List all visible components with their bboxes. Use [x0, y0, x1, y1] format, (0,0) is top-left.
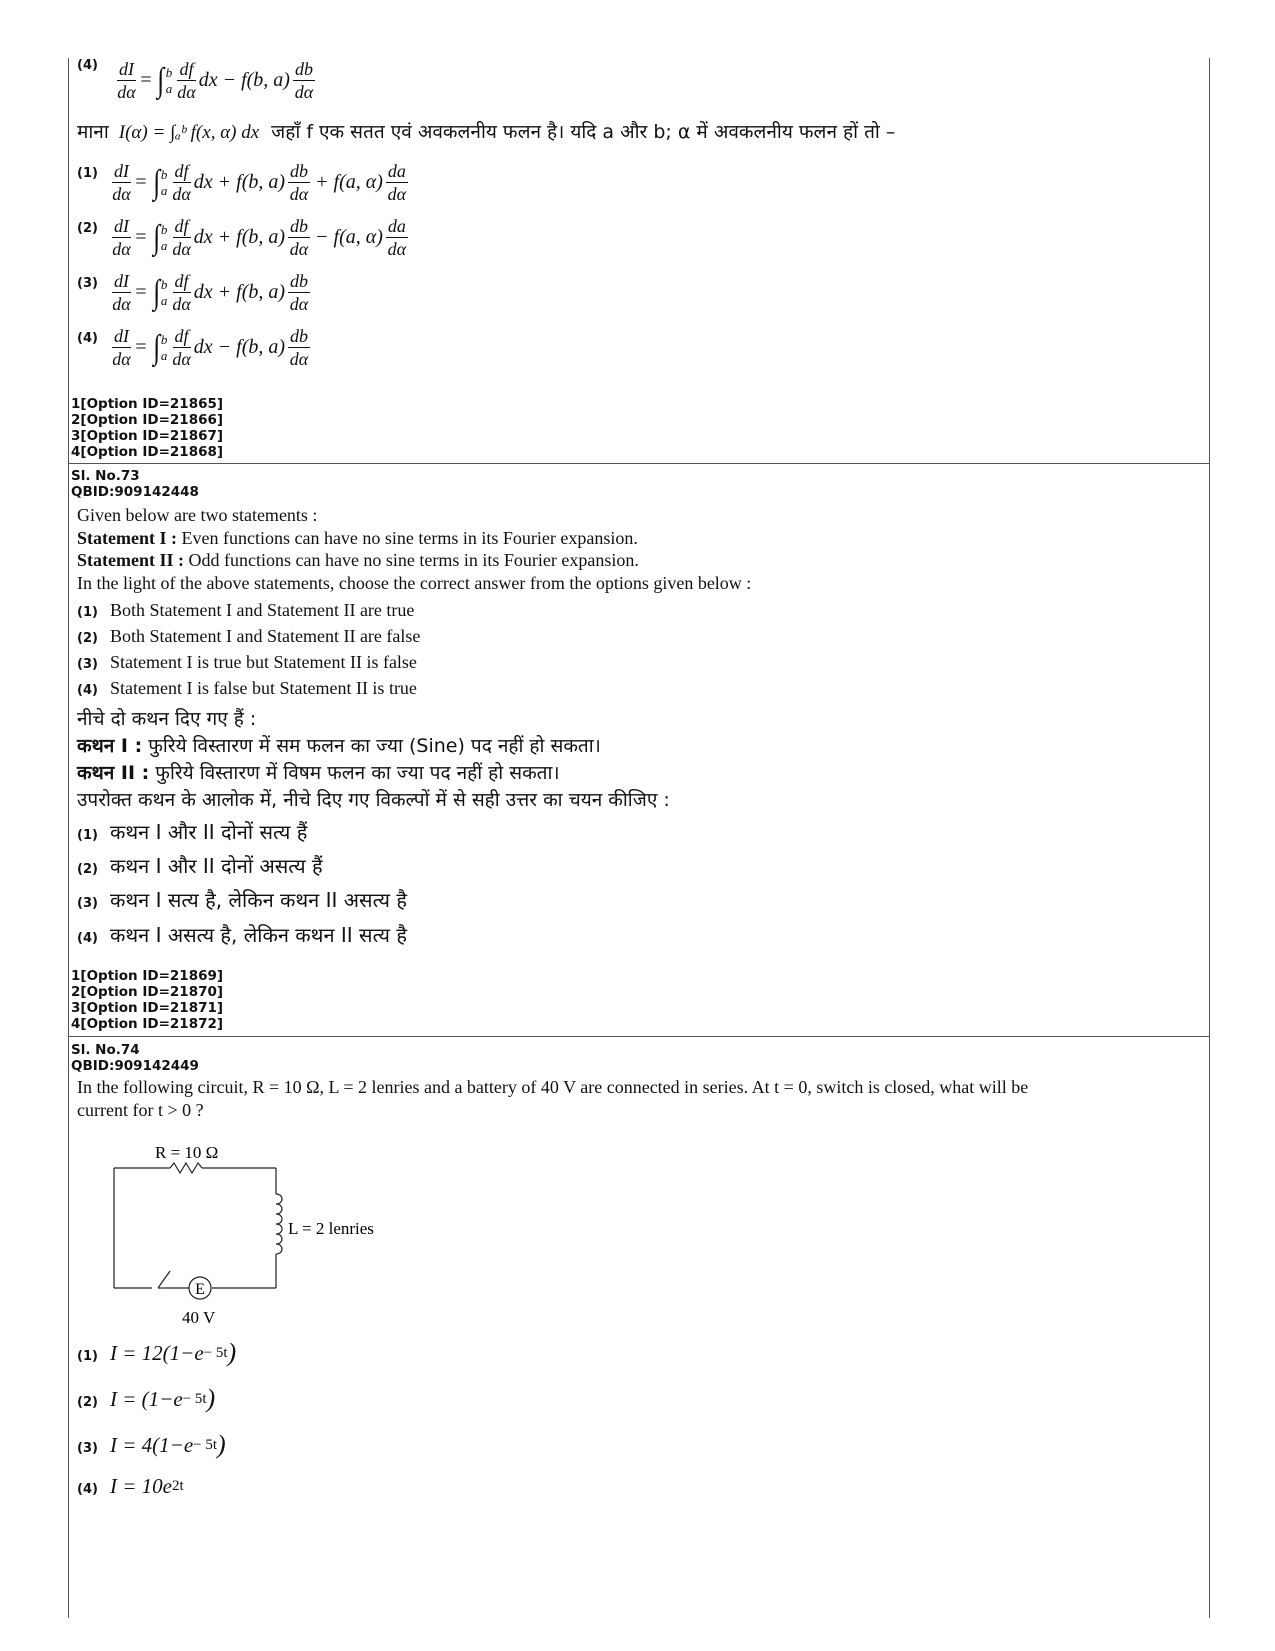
option-label: (3)	[77, 275, 98, 291]
option-label: (1)	[77, 165, 98, 181]
option-text: Statement I is false but Statement II is true	[110, 678, 417, 698]
option-label: (4)	[77, 931, 98, 946]
source-symbol-label: E	[195, 1281, 205, 1298]
q73-option-en	[77, 652, 417, 673]
resistor-symbol	[170, 1163, 202, 1173]
option-label: (1)	[77, 1348, 98, 1364]
option-label: (1)	[77, 828, 98, 843]
option-label: (2)	[77, 1394, 98, 1410]
integral-option: (4) $\frac{dI}{d\alpha}$ = ∫ b a $\frac{df}{d\alpha}$ dx − f(b, a) $\frac{db}{d\alpha}$	[77, 326, 309, 369]
option-text: कथन I सत्य है, लेकिन कथन II असत्य है	[110, 888, 407, 912]
integral-option: (1) $\frac{dI}{d\alpha}$ = ∫ b a $\frac{df}{d\alpha}$ dx + f(b, a) $\frac{db}{d\alpha}$ + f(a, α) $\frac{da}{d\alpha}$	[77, 161, 407, 204]
q74-option: (3) I = 4(1−e − 5t )	[77, 1430, 226, 1459]
q74-stem: In the following circuit, R = 10 Ω, L = 2 lenries and a battery of 40 V are connected in series. At t = 0, switch is closed, what will be current for t > 0 ?	[77, 1077, 1029, 1120]
option-text: कथन I और II दोनों असत्य हैं	[110, 854, 323, 878]
hindi-question-stem: माना I(α) = ∫ₐᵇ f(x, α) dx जहाँ f एक सतत एवं अवकलनीय फलन है। यदि a और b; α में अवकलनीय फलन हों तो –	[77, 121, 896, 143]
option-text: Both Statement I and Statement II are false	[110, 626, 421, 646]
q73-option-en	[77, 626, 420, 647]
divider-q73	[68, 463, 1209, 464]
q74-qbid: QBID:909142449	[71, 1058, 199, 1074]
option-label: (2)	[77, 631, 98, 646]
prev-option-4: $^{(4)}$ $\frac{dI}{d\alpha}$ = ∫ b a $\frac{df}{d\alpha}$ dx − f(b, a) $\frac{db}{d\alpha}$	[77, 58, 314, 102]
inductor-label: L = 2 lenries	[288, 1219, 374, 1238]
q74-option: (4) I = 10e 2t	[77, 1474, 184, 1498]
option-text: कथन I असत्य है, लेकिन कथन II सत्य है	[110, 923, 407, 947]
q73-header	[71, 468, 199, 500]
option-label: (4)	[77, 1482, 98, 1497]
q73-qbid: QBID:909142448	[71, 484, 199, 500]
resistor-label: R = 10 Ω	[155, 1143, 219, 1162]
switch-symbol	[158, 1271, 170, 1288]
q74-option: (2) I = (1−e − 5t )	[77, 1384, 216, 1413]
q73-option-hi	[77, 886, 407, 913]
option-text: Statement I is true but Statement II is false	[110, 652, 417, 672]
option-label: (3)	[77, 1440, 98, 1456]
q73-stem-en: Given below are two statements : Statement I : Even functions can have no sine terms in its Fourier expansion. Statement II : Odd functions can have no sine terms in its Fourier expansion. In the light of the above statements, choose the correct answer from the options given below :	[77, 505, 752, 593]
q73-option-en	[77, 678, 417, 699]
option-label: (3)	[77, 896, 98, 911]
q73-stem-hi: नीचे दो कथन दिए गए हैं : कथन I : फुरिये विस्तारण में सम फलन का ज्या (Sine) पद नहीं हो सकता। कथन II : फुरिये विस्तारण में विषम फलन का ज्या पद नहीं हो सकता। उपरोक्त कथन के आलोक में, नीचे दिए गए विकल्पों में से सही उत्तर का चयन कीजिए :	[77, 708, 670, 811]
option-label: (2)	[77, 862, 98, 877]
q73-option-hi	[77, 852, 323, 879]
q73-option-hi	[77, 921, 407, 948]
rl-circuit-diagram	[100, 1138, 420, 1338]
option-label: (3)	[77, 657, 98, 672]
q74-header	[71, 1042, 199, 1074]
source-value-label: 40 V	[182, 1308, 216, 1327]
q73-sl-no: Sl. No.73	[71, 468, 140, 484]
divider-q74	[68, 1036, 1209, 1037]
q73-option-hi	[77, 818, 307, 845]
option-text: कथन I और II दोनों सत्य हैं	[110, 820, 308, 844]
inductor-symbol	[276, 1194, 282, 1254]
q74-option: (1) I = 12(1−e − 5t )	[77, 1338, 237, 1367]
q74-sl-no: Sl. No.74	[71, 1042, 140, 1058]
option-label: (2)	[77, 220, 98, 236]
option-label: (4)	[77, 683, 98, 698]
option-label: (4)	[77, 330, 98, 346]
q73-option-en	[77, 600, 414, 621]
integral-option: (2) $\frac{dI}{d\alpha}$ = ∫ b a $\frac{df}{d\alpha}$ dx + f(b, a) $\frac{db}{d\alpha}$ − f(a, α) $\frac{da}{d\alpha}$	[77, 216, 407, 259]
integral-option: (3) $\frac{dI}{d\alpha}$ = ∫ b a $\frac{df}{d\alpha}$ dx + f(b, a) $\frac{db}{d\alpha}$	[77, 271, 309, 314]
option-text: Both Statement I and Statement II are true	[110, 600, 415, 620]
option-ids-q73: 1[Option ID=21869] 2[Option ID=21870] 3[Option ID=21871] 4[Option ID=21872]	[71, 968, 224, 1032]
option-ids-q72: 1[Option ID=21865] 2[Option ID=21866] 3[Option ID=21867] 4[Option ID=21868]	[71, 396, 224, 460]
option-label: (1)	[77, 605, 98, 620]
